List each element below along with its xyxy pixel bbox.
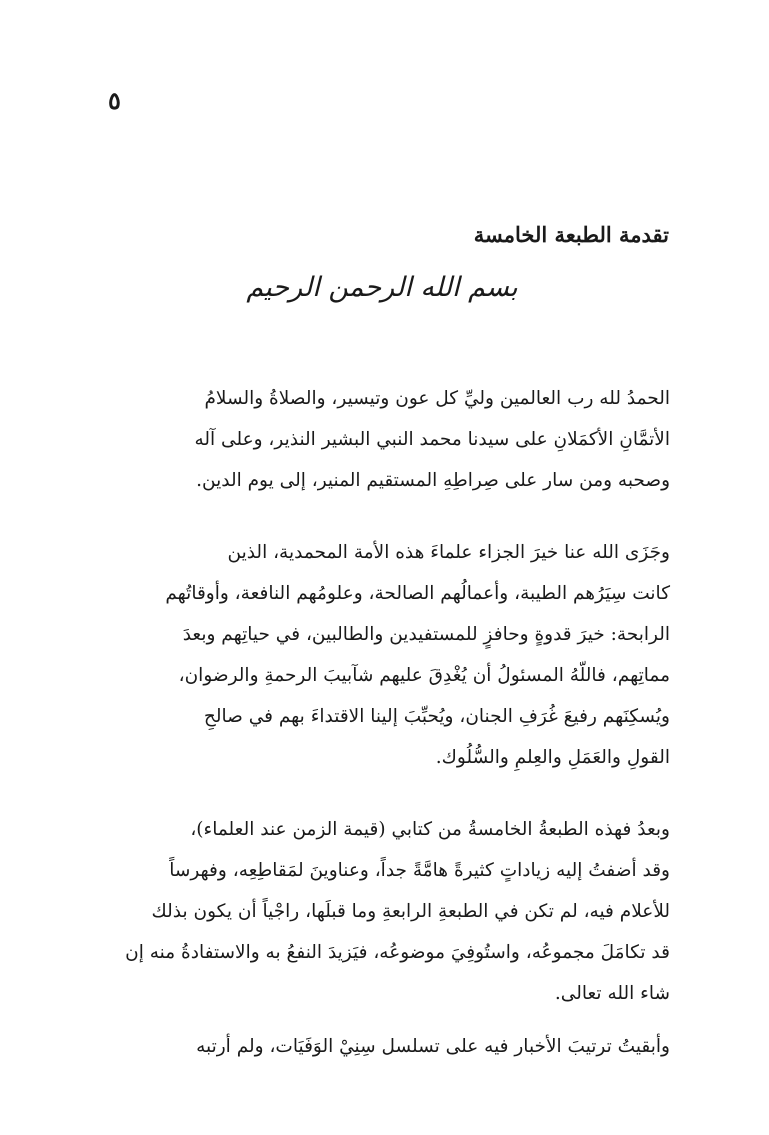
text-line: شاء الله تعالى. [554, 983, 670, 1004]
text-line: ويُسكِنَهم رفيعَ غُرَفِ الجنان، ويُحبِّبَ إلينا الاقتداءَ بهم في صالحِ [203, 706, 670, 727]
page-number: ٥ [108, 86, 121, 115]
text-line: كانت سِيَرُهم الطيبة، وأعمالُهم الصالحة، وعلومُهم النافعة، وأوقاتُهم [165, 583, 670, 604]
basmala-calligraphy: بسم الله الرحمن الرحيم [246, 272, 518, 303]
text-line: وأبقيتُ ترتيبَ الأخبار فيه على تسلسل سِنِيْ الوَفَيَات، ولم أرتبه [196, 1036, 670, 1057]
paragraph-fifth-edition [100, 809, 670, 1014]
paragraph-ordering [100, 1026, 670, 1067]
text-line: وجَزَى الله عنا خيرَ الجزاء علماءَ هذه الأمة المحمدية، الذين [227, 542, 670, 563]
text-line: وقد أضفتُ إليه زياداتٍ كثيرةً هامَّةً جداً، وعناوينَ لمَقاطِعِه، وفهرساً [169, 860, 670, 881]
section-title: تقدمة الطبعة الخامسة [473, 222, 669, 247]
text-line: وصحبه ومن سار على صِراطِهِ المستقيم المنير، إلى يوم الدين. [196, 470, 670, 491]
text-line: الأتمَّانِ الأكمَلانِ على سيدنا محمد النبي البشير النذير، وعلى آله [194, 429, 670, 450]
paragraph-scholars [100, 532, 670, 778]
text-line: القولِ والعَمَلِ والعِلمِ والسُّلُوك. [435, 747, 670, 768]
text-line: الرابحة: خيرَ قدوةٍ وحافزٍ للمستفيدين والطالبين، في حياتِهم وبعدَ [182, 624, 670, 645]
text-line: قد تكامَلَ مجموعُه، واستُوفِيَ موضوعُه، فيَزيدَ النفعُ به والاستفادةُ منه إن [125, 942, 670, 963]
text-line: للأعلام فيه، لم تكن في الطبعةِ الرابعةِ وما قبلَها، راجْياً أن يكون بذلك [151, 901, 670, 922]
text-line: مماتِهم، فاللّهُ المسئولُ أن يُغْدِقَ عليهم شآبيبَ الرحمةِ والرضوان، [178, 665, 670, 686]
paragraph-opening-praise [100, 378, 670, 501]
body-text [100, 378, 670, 1067]
text-line: وبعدُ فهذه الطبعةُ الخامسةُ من كتابي (قيمة الزمن عند العلماء)، [190, 819, 670, 840]
text-line: الحمدُ لله رب العالمين وليِّ كل عون وتيسير، والصلاةُ والسلامُ [204, 388, 670, 409]
